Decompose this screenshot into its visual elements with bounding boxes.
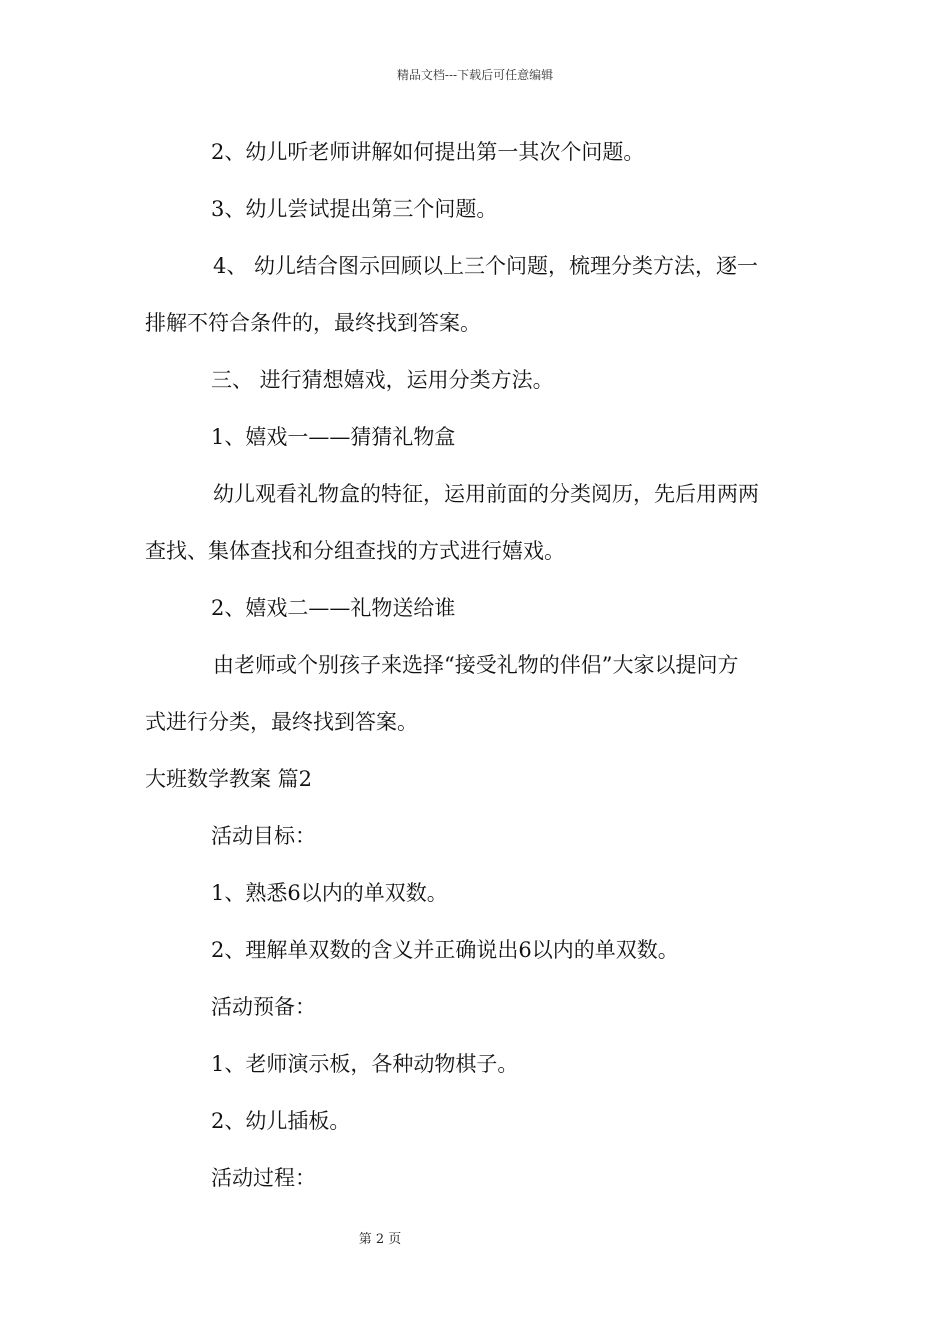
paragraph-line: 幼儿观看礼物盒的特征，运用前面的分类阅历，先后用两两 (213, 482, 759, 506)
section-heading: 活动预备： (211, 995, 316, 1019)
document-title: 大班数学教案 篇2 (145, 767, 313, 791)
paragraph-line: 2、幼儿听老师讲解如何提出第一其次个问题。 (211, 140, 645, 164)
paragraph-line: 1、嬉戏一——猜猜礼物盒 (211, 425, 456, 449)
paragraph-line: 1、熟悉6以内的单双数。 (211, 881, 448, 905)
paragraph-line: 2、幼儿插板。 (211, 1109, 351, 1133)
page-header: 精品文档---下载后可任意编辑 (396, 68, 554, 82)
paragraph-line: 1、老师演示板，各种动物棋子。 (211, 1052, 519, 1076)
section-heading: 活动过程： (211, 1166, 316, 1190)
paragraph-line: 2、嬉戏二——礼物送给谁 (211, 596, 456, 620)
page-number: 第 2 页 (358, 1232, 402, 1247)
paragraph-line: 3、幼儿尝试提出第三个问题。 (211, 197, 498, 221)
section-heading: 活动目标： (211, 824, 316, 848)
paragraph-line: 排解不符合条件的，最终找到答案。 (145, 311, 481, 335)
paragraph-line: 2、理解单双数的含义并正确说出6以内的单双数。 (211, 938, 679, 962)
paragraph-line: 4、 幼儿结合图示回顾以上三个问题，梳理分类方法，逐一 (213, 254, 759, 278)
section-heading: 三、 进行猜想嬉戏，运用分类方法。 (211, 368, 554, 392)
paragraph-line: 式进行分类，最终找到答案。 (145, 710, 418, 734)
paragraph-line: 由老师或个别孩子来选择“接受礼物的伴侣”大家以提问方 (213, 653, 739, 677)
paragraph-line: 查找、集体查找和分组查找的方式进行嬉戏。 (145, 539, 565, 563)
